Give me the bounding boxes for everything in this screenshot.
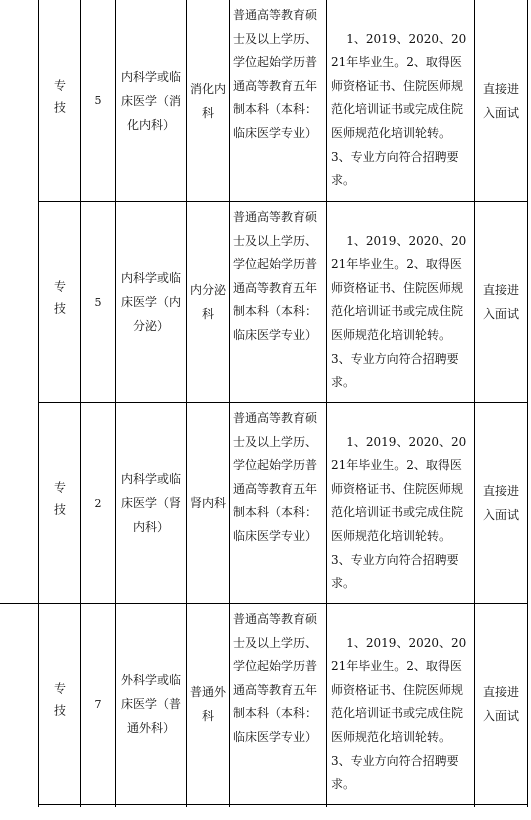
education-cell: [233, 608, 323, 803]
dept-text: 普通外科: [189, 685, 226, 723]
type-text: 专技: [52, 682, 67, 726]
row-divider: [38, 804, 528, 805]
dept-cell: [188, 604, 228, 804]
education-cell: [233, 4, 323, 200]
method-cell: [481, 202, 521, 402]
grid-line: [474, 0, 475, 807]
type-cell: [39, 604, 80, 804]
type-text: 专技: [52, 481, 67, 525]
grid-line: [186, 0, 187, 807]
requirements-text: 1、2019、2020、2021年毕业生。2、取得医师资格证书、住院医师规范化培训证书或完成住院医师规范化培训轮转。 3、专业方向符合招聘要求。: [331, 635, 467, 792]
dept-text: 肾内科: [189, 496, 226, 510]
count-text: 2: [94, 496, 102, 510]
dept-text: 消化内科: [189, 81, 226, 120]
count-cell: [81, 403, 115, 603]
major-text: 内科学或临床医学（消化内科）: [120, 69, 181, 132]
method-text: 直接进入面试: [482, 81, 519, 120]
method-cell: [481, 0, 521, 201]
education-text: 普通高等教育硕士及以上学历、学位起始学历普通高等教育五年制本科（本科：临床医学专业）: [233, 612, 318, 744]
type-cell: [39, 0, 80, 201]
requirements-text: 1、2019、2020、2021年毕业生。2、取得医师资格证书、住院医师规范化培训证书或完成住院医师规范化培训轮转。 3、专业方向符合招聘要求。: [331, 233, 467, 390]
method-text: 直接进入面试: [482, 484, 519, 522]
major-cell: [120, 0, 182, 201]
education-text: 普通高等教育硕士及以上学历、学位起始学历普通高等教育五年制本科（本科：临床医学专业）: [233, 210, 318, 342]
type-cell: [39, 202, 80, 402]
grid-line: [229, 0, 230, 807]
dept-cell: [188, 0, 228, 201]
dept-cell: [188, 202, 228, 402]
education-cell: [233, 407, 323, 602]
type-cell: [39, 403, 80, 603]
count-cell: [81, 0, 115, 201]
dept-text: 内分泌科: [189, 283, 226, 321]
type-text: 专技: [52, 78, 67, 123]
requirements-text: 1、2019、2020、2021年毕业生。2、取得医师资格证书、住院医师规范化培训证书或完成住院医师规范化培训轮转。 3、专业方向符合招聘要求。: [331, 31, 467, 188]
major-text: 外科学或临床医学（普通外科）: [120, 673, 181, 735]
major-cell: [120, 604, 182, 804]
method-cell: [481, 403, 521, 603]
education-cell: [233, 206, 323, 401]
type-text: 专技: [52, 280, 67, 324]
major-cell: [120, 202, 182, 402]
major-cell: [120, 403, 182, 603]
requirements-text: 1、2019、2020、2021年毕业生。2、取得医师资格证书、住院医师规范化培训证书或完成住院医师规范化培训轮转。 3、专业方向符合招聘要求。: [331, 434, 467, 591]
method-text: 直接进入面试: [482, 283, 519, 321]
grid-line: [326, 0, 327, 807]
major-text: 内科学或临床医学（肾内科）: [120, 472, 181, 534]
count-text: 5: [94, 295, 102, 309]
grid-line: [527, 0, 528, 807]
major-text: 内科学或临床医学（内分泌）: [120, 271, 181, 333]
requirements-cell: [331, 608, 471, 803]
method-text: 直接进入面试: [482, 685, 519, 723]
education-text: 普通高等教育硕士及以上学历、学位起始学历普通高等教育五年制本科（本科：临床医学专业）: [233, 8, 318, 140]
education-text: 普通高等教育硕士及以上学历、学位起始学历普通高等教育五年制本科（本科：临床医学专业）: [233, 411, 318, 543]
count-cell: [81, 604, 115, 804]
count-text: 5: [94, 94, 102, 107]
requirements-cell: [331, 206, 471, 401]
requirements-cell: [331, 407, 471, 602]
count-cell: [81, 202, 115, 402]
requirements-cell: [331, 4, 471, 200]
method-cell: [481, 604, 521, 804]
grid-line: [115, 0, 116, 807]
count-text: 7: [94, 697, 102, 711]
dept-cell: [188, 403, 228, 603]
